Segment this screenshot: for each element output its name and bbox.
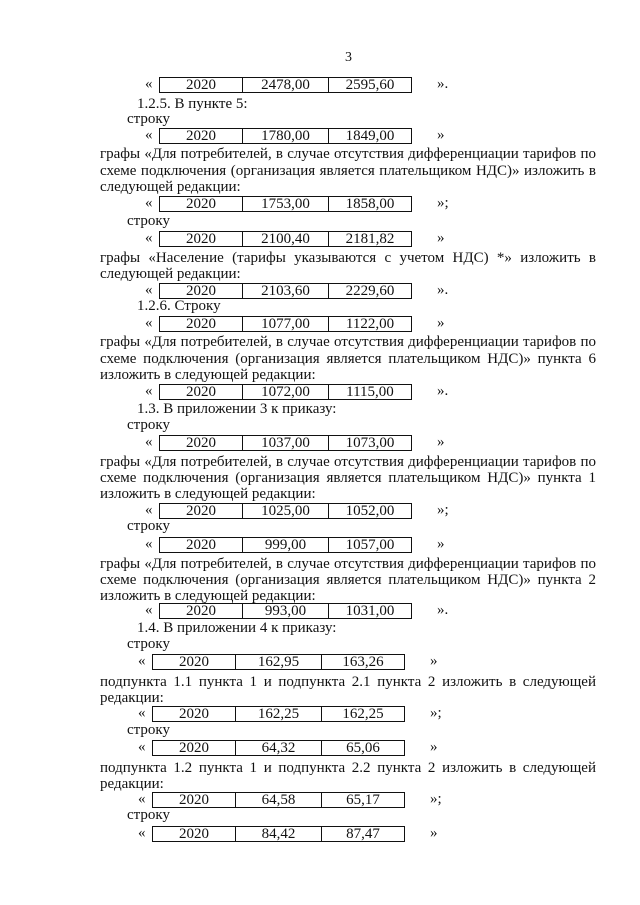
year-cell: 2020 [179, 654, 209, 670]
year-cell: 2020 [186, 316, 216, 332]
value-cell: 162,25 [235, 707, 321, 721]
value-cell: 2103,60 [242, 284, 328, 298]
open-quote: « [145, 230, 153, 246]
close-quote: » [437, 127, 445, 143]
tariff-table [152, 706, 405, 722]
text-line: строку [127, 636, 170, 652]
year-cell: 2020 [186, 537, 216, 553]
tariff-table [159, 231, 412, 247]
value-cell: 2229,60 [328, 284, 411, 298]
open-quote: « [145, 195, 153, 211]
tariff-table [159, 77, 412, 93]
close-quote: ». [437, 76, 449, 92]
value-cell: 999,00 [242, 538, 328, 552]
paragraph-line: следующей редакции: [100, 179, 241, 195]
page-number: 3 [345, 50, 352, 65]
open-quote: « [145, 602, 153, 618]
paragraph-line: графы «Для потребителей, в случае отсутствия дифференциации тарифов по [100, 334, 596, 350]
tariff-table [159, 283, 412, 299]
tariff-table [159, 537, 412, 553]
close-quote: » [437, 536, 445, 552]
paragraph-line: изложить в следующей редакции: [100, 588, 316, 604]
value-cell: 1025,00 [242, 504, 328, 518]
paragraph-line: графы «Для потребителей, в случае отсутствия дифференциации тарифов по [100, 146, 596, 162]
paragraph-line: следующей редакции: [100, 266, 241, 282]
tariff-table [159, 196, 412, 212]
open-quote: « [145, 282, 153, 298]
year-cell: 2020 [186, 503, 216, 519]
close-quote: » [430, 653, 438, 669]
text-line: строку [127, 213, 170, 229]
value-cell: 1753,00 [242, 197, 328, 211]
paragraph-line: изложить в следующей редакции: [100, 486, 316, 502]
open-quote: « [145, 502, 153, 518]
text-line: 1.4. В приложении 4 к приказу: [137, 620, 337, 636]
value-cell: 162,95 [235, 655, 321, 669]
value-cell: 2478,00 [242, 78, 328, 92]
value-cell: 65,06 [321, 741, 404, 755]
tariff-table [152, 792, 405, 808]
text-line: 1.2.5. В пункте 5: [137, 96, 248, 112]
text-line: строку [127, 417, 170, 433]
close-quote: »; [430, 705, 442, 721]
paragraph-line: подпункта 1.2 пункта 1 и подпункта 2.2 пункта 2 изложить в следующей [100, 760, 596, 776]
open-quote: « [145, 315, 153, 331]
value-cell: 1072,00 [242, 385, 328, 399]
text-line: 1.2.6. Строку [137, 298, 221, 314]
value-cell: 2181,82 [328, 232, 411, 246]
year-cell: 2020 [186, 196, 216, 212]
year-cell: 2020 [186, 435, 216, 451]
tariff-table [159, 435, 412, 451]
paragraph-line: графы «Для потребителей, в случае отсутствия дифференциации тарифов по [100, 556, 596, 572]
open-quote: « [138, 739, 146, 755]
value-cell: 64,32 [235, 741, 321, 755]
value-cell: 1037,00 [242, 436, 328, 450]
value-cell: 2595,60 [328, 78, 411, 92]
value-cell: 162,25 [321, 707, 404, 721]
paragraph-line: изложить в следующей редакции: [100, 367, 316, 383]
open-quote: « [138, 705, 146, 721]
paragraph-line: схеме подключения (организация является плательщиком НДС)» пункта 1 [100, 470, 596, 486]
value-cell: 1849,00 [328, 129, 411, 143]
close-quote: »; [430, 791, 442, 807]
year-cell: 2020 [179, 826, 209, 842]
value-cell: 84,42 [235, 827, 321, 841]
year-cell: 2020 [179, 792, 209, 808]
value-cell: 1073,00 [328, 436, 411, 450]
close-quote: » [437, 230, 445, 246]
paragraph-line: схеме подключения (организация является плательщиком НДС)» пункта 2 [100, 572, 596, 588]
paragraph-line: редакции: [100, 690, 164, 706]
tariff-table [159, 384, 412, 400]
year-cell: 2020 [186, 384, 216, 400]
value-cell: 1077,00 [242, 317, 328, 331]
open-quote: « [145, 536, 153, 552]
year-cell: 2020 [186, 128, 216, 144]
value-cell: 87,47 [321, 827, 404, 841]
year-cell: 2020 [179, 706, 209, 722]
close-quote: » [437, 315, 445, 331]
tariff-table [159, 603, 412, 619]
value-cell: 993,00 [242, 604, 328, 618]
text-line: строку [127, 111, 170, 127]
value-cell: 64,58 [235, 793, 321, 807]
tariff-table [159, 316, 412, 332]
value-cell: 1031,00 [328, 604, 411, 618]
open-quote: « [145, 76, 153, 92]
close-quote: » [437, 434, 445, 450]
close-quote: » [430, 739, 438, 755]
close-quote: ». [437, 282, 449, 298]
tariff-table [152, 654, 405, 670]
paragraph-line: графы «Население (тарифы указываются с учетом НДС) *» изложить в [100, 250, 596, 266]
paragraph-line: графы «Для потребителей, в случае отсутствия дифференциации тарифов по [100, 454, 596, 470]
value-cell: 1115,00 [328, 385, 411, 399]
close-quote: »; [437, 195, 449, 211]
paragraph-line: схеме подключения (организация является плательщиком НДС)» изложить в [100, 163, 596, 179]
text-line: строку [127, 722, 170, 738]
close-quote: ». [437, 383, 449, 399]
value-cell: 163,26 [321, 655, 404, 669]
paragraph-line: схеме подключения (организация является плательщиком НДС)» пункта 6 [100, 351, 596, 367]
tariff-table [152, 826, 405, 842]
value-cell: 1057,00 [328, 538, 411, 552]
year-cell: 2020 [186, 603, 216, 619]
year-cell: 2020 [186, 283, 216, 299]
paragraph-line: редакции: [100, 776, 164, 792]
tariff-table [152, 740, 405, 756]
close-quote: » [430, 825, 438, 841]
text-line: 1.3. В приложении 3 к приказу: [137, 401, 337, 417]
value-cell: 65,17 [321, 793, 404, 807]
value-cell: 1052,00 [328, 504, 411, 518]
value-cell: 1858,00 [328, 197, 411, 211]
open-quote: « [138, 791, 146, 807]
tariff-table [159, 128, 412, 144]
open-quote: « [138, 653, 146, 669]
close-quote: »; [437, 502, 449, 518]
year-cell: 2020 [186, 231, 216, 247]
open-quote: « [145, 383, 153, 399]
value-cell: 1780,00 [242, 129, 328, 143]
value-cell: 2100,40 [242, 232, 328, 246]
paragraph-line: подпункта 1.1 пункта 1 и подпункта 2.1 пункта 2 изложить в следующей [100, 674, 596, 690]
text-line: строку [127, 518, 170, 534]
year-cell: 2020 [179, 740, 209, 756]
text-line: строку [127, 807, 170, 823]
year-cell: 2020 [186, 77, 216, 93]
close-quote: ». [437, 602, 449, 618]
open-quote: « [145, 434, 153, 450]
open-quote: « [138, 825, 146, 841]
open-quote: « [145, 127, 153, 143]
tariff-table [159, 503, 412, 519]
value-cell: 1122,00 [328, 317, 411, 331]
